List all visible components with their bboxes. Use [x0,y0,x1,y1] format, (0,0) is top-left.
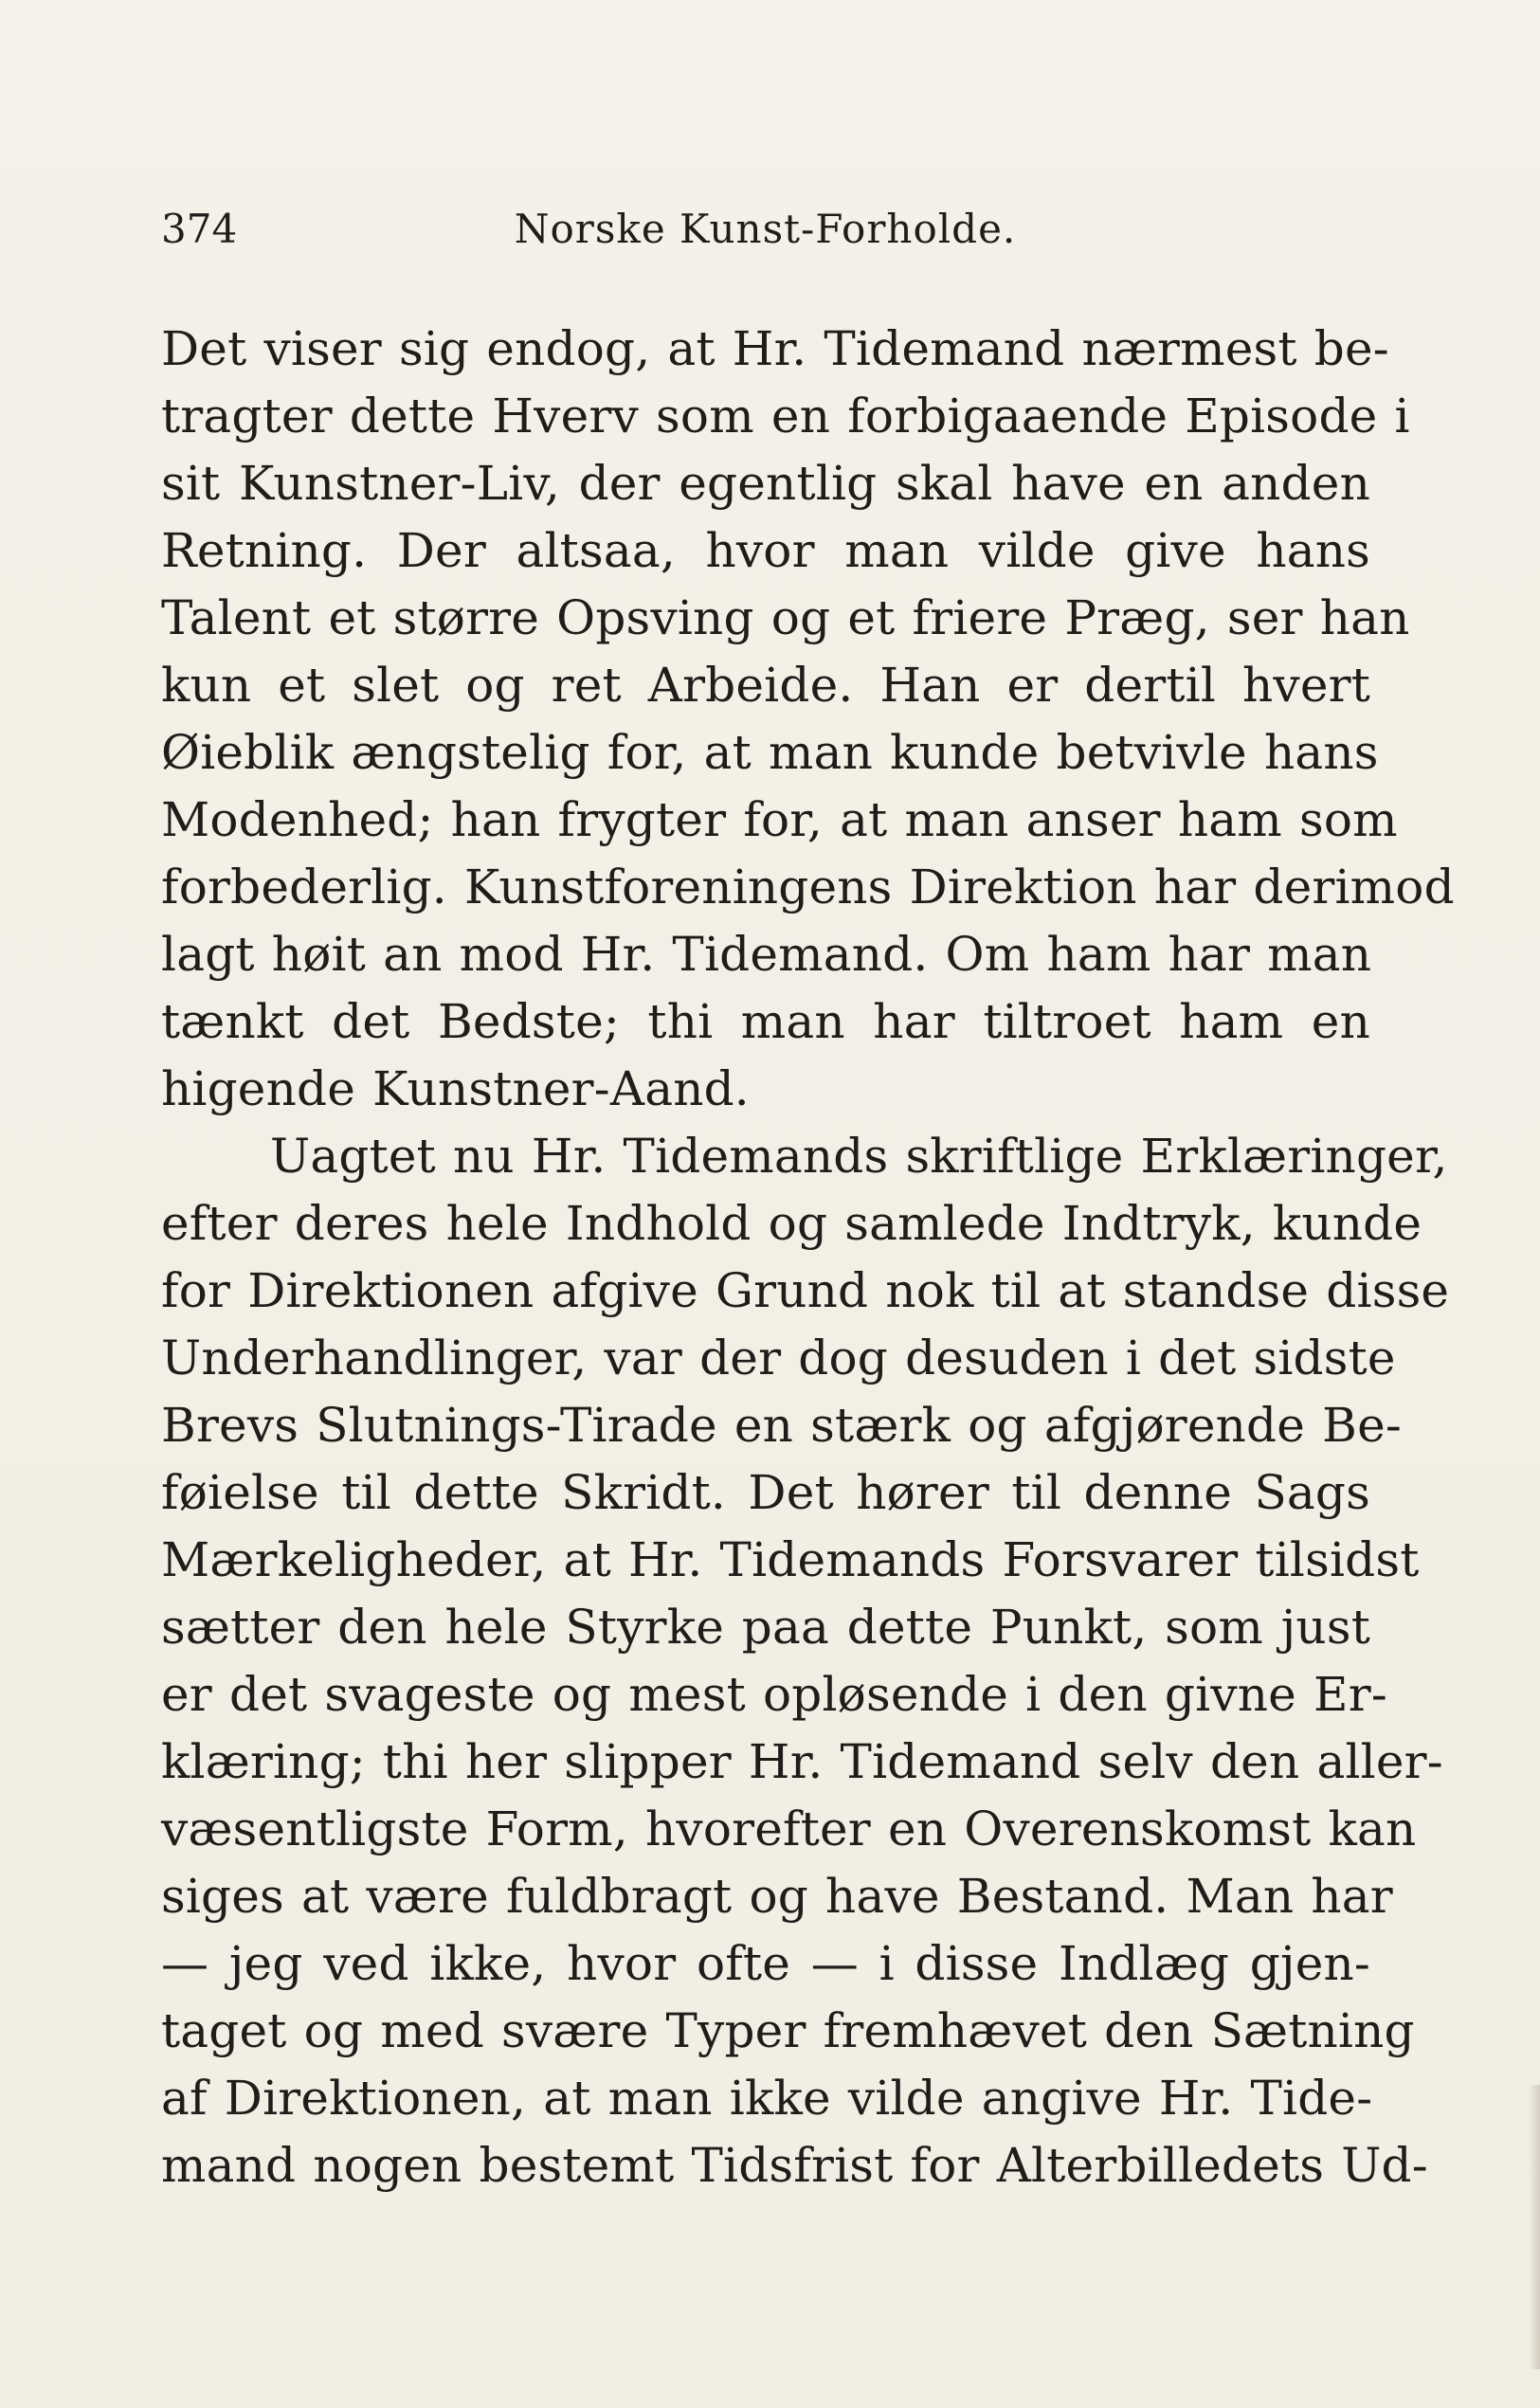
text-line: klæring; thi her slipper Hr. Tidemand selv den aller- [161,1734,1443,1789]
text-line: Underhandlinger, var der dog desuden i det sidste [161,1331,1396,1385]
running-title: Norske Kunst-Forholde. [514,206,1017,252]
body-text [161,316,1455,2200]
text-line: er det svageste og mest opløsende i den givne Er- [161,1667,1387,1722]
text-line: Mærkeligheder, at Hr. Tidemands Forsvarer tilsidst [161,1532,1420,1587]
page-edge-shadow [1529,2085,1540,2369]
text-line: Modenhed; han frygter for, at man anser ham som [161,792,1398,847]
page-number: 374 [161,206,238,252]
text-line: tragter dette Hverv som en forbigaaende Episode i [161,389,1410,444]
text-line: Talent et større Opsving og et friere Præg, ser han [161,590,1410,645]
text-line: higende Kunstner-Aand. [161,1061,750,1116]
text-line: Brevs Slutnings-Tirade en stærk og afgjørende Be- [161,1398,1402,1453]
text-line: sit Kunstner-Liv, der egentlig skal have en anden [161,456,1370,511]
running-head [161,201,1369,258]
text-line: mand nogen bestemt Tidsfrist for Alterbilledets Ud- [161,2138,1428,2193]
text-line: forbederlig. Kunstforeningens Direktion har derimod [161,860,1455,914]
text-line: lagt høit an mod Hr. Tidemand. Om ham har man [161,927,1372,982]
text-line: Det viser sig endog, at Hr. Tidemand nærmest be- [161,321,1389,376]
text-line: Retning. Der altsaa, hvor man vilde give hans [161,523,1370,578]
text-line: — jeg ved ikke, hvor ofte — i disse Indlæg gjen- [161,1936,1370,1991]
text-line: siges at være fuldbragt og have Bestand. Man har [161,1869,1393,1924]
text-line: kun et slet og ret Arbeide. Han er dertil hvert [161,658,1370,713]
text-line: af Direktionen, at man ikke vilde angive Hr. Tide- [161,2071,1373,2126]
text-line: efter deres hele Indhold og samlede Indtryk, kunde [161,1196,1422,1251]
text-line: for Direktionen afgive Grund nok til at standse disse [161,1263,1450,1318]
text-line: væsentligste Form, hvorefter en Overenskomst kan [161,1801,1417,1856]
text-line: føielse til dette Skridt. Det hører til denne Sags [161,1465,1370,1520]
text-line: sætter den hele Styrke paa dette Punkt, som just [161,1600,1370,1655]
text-line: taget og med svære Typer fremhævet den Sætning [161,2003,1415,2058]
text-line: tænkt det Bedste; thi man har tiltroet ham en [161,994,1370,1049]
text-line: Øieblik ængstelig for, at man kunde betvivle hans [161,725,1379,780]
text-line: Uagtet nu Hr. Tidemands skriftlige Erklæringer, [270,1129,1448,1184]
